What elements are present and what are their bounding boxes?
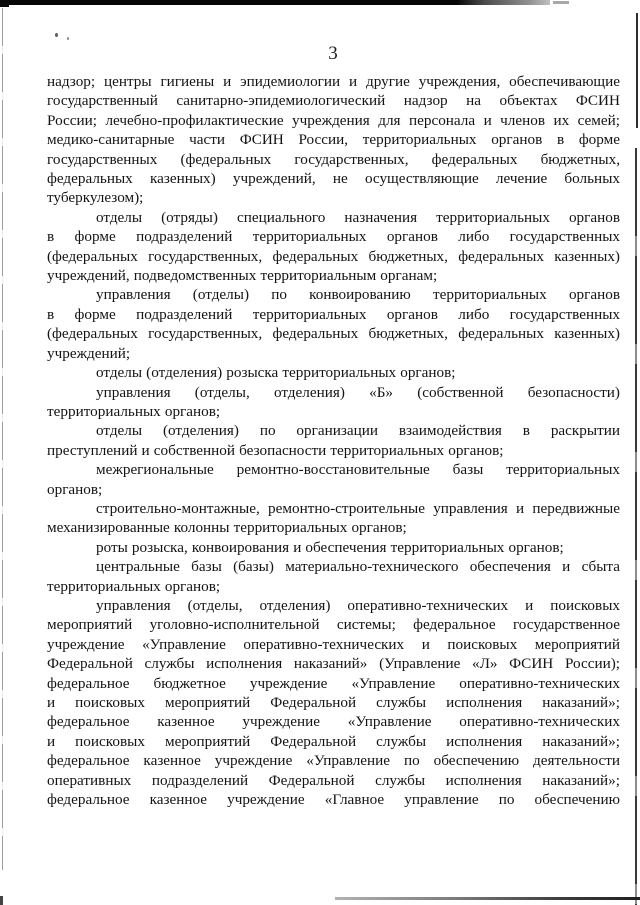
paragraph <box>47 557 620 596</box>
scan-artifact-speck <box>55 33 58 37</box>
text-line: органов; <box>47 480 103 498</box>
paragraph <box>47 285 620 363</box>
paragraph <box>47 538 620 557</box>
text-line: в форме подразделений территориальных органов либо государственных <box>47 228 620 246</box>
text-line: центральные базы (базы) материально-технического обеспечения и сбыта <box>96 558 620 576</box>
text-line: и поисковых мероприятий Федеральной службы исполнения наказаний»; <box>47 694 620 711</box>
text-line: механизированные колонны территориальных органов; <box>47 519 407 537</box>
text-line: учреждение «Управление оперативно-технических и поисковых мероприятий <box>47 635 620 653</box>
text-line: Федеральной службы исполнения наказаний» (Управление «Л» ФСИН России); <box>47 655 620 673</box>
text-line: территориальных органов; <box>47 577 221 595</box>
text-line: отделы (отделения) розыска территориальных органов; <box>96 364 456 382</box>
scan-artifact-bottom-line <box>335 897 640 900</box>
paragraph <box>47 72 620 208</box>
scan-artifact-left-edge-line <box>2 8 3 870</box>
scan-artifact-top-bar <box>0 0 550 5</box>
text-line: надзор; центры гигиены и эпидемиологии и другие учреждения, обеспечивающие <box>47 73 620 90</box>
text-line: федеральное казенное учреждение «Управление оперативно-технических <box>47 713 620 731</box>
text-line: роты розыска, конвоирования и обеспечения территориальных органов; <box>96 538 564 556</box>
text-line: отделы (отделения) по организации взаимодействия в раскрытии <box>96 422 620 440</box>
paragraph <box>47 421 620 460</box>
scan-artifact-right-edge-line <box>635 148 637 905</box>
text-line: межрегиональные ремонтно-восстановительные базы территориальных <box>96 461 620 479</box>
scan-artifact-bottom-left-mark <box>0 896 3 905</box>
text-line: федеральных казенных) учреждений, не осуществляющие лечение больных <box>47 170 620 188</box>
text-line: государственный санитарно-эпидемиологический надзор на объектах ФСИН <box>47 92 620 110</box>
text-line: управления (отделы, отделения) оперативно-технических и поисковых <box>96 596 620 614</box>
paragraph <box>47 499 620 538</box>
paragraph <box>47 460 620 499</box>
scan-artifact-speck <box>67 37 69 40</box>
text-line: оперативных подразделений Федеральной службы исполнения наказаний»; <box>47 771 620 789</box>
text-line: территориальных органов; <box>47 402 221 420</box>
text-line: управления (отделы) по конвоированию территориальных органов <box>96 286 620 304</box>
text-line: федеральное бюджетное учреждение «Управление оперативно-технических <box>47 674 620 692</box>
text-line: (федеральных государственных, федеральных бюджетных, федеральных казенных) <box>47 325 620 343</box>
text-line: учреждений; <box>47 344 131 362</box>
text-line: федеральное казенное учреждение «Управление по обеспечению деятельности <box>47 752 620 770</box>
text-line: управления (отделы, отделения) «Б» (собственной безопасности) <box>96 383 620 401</box>
text-line: учреждений, подведомственных территориальным органам; <box>47 267 438 285</box>
scan-artifact-right-edge-line-top <box>636 13 638 128</box>
text-line: государственных (федеральных государственных, федеральных бюджетных, <box>47 150 620 168</box>
text-line: туберкулезом); <box>47 189 144 207</box>
text-line: (федеральных государственных, федеральных бюджетных, федеральных казенных) <box>47 247 620 265</box>
text-line: мероприятий уголовно-исполнительной системы; федеральное государственное <box>47 616 620 634</box>
paragraph <box>47 363 620 382</box>
text-line: строительно-монтажные, ремонтно-строительные управления и передвижные <box>96 499 620 517</box>
text-line: в форме подразделений территориальных органов либо государственных <box>47 305 620 323</box>
text-line: отделы (отряды) специального назначения территориальных органов <box>96 208 620 226</box>
text-line: федеральное казенное учреждение «Главное управление по обеспечению <box>47 791 620 809</box>
text-line: преступлений и собственной безопасности территориальных органов; <box>47 441 504 459</box>
paragraph <box>47 208 620 286</box>
text-line: и поисковых мероприятий Федеральной службы исполнения наказаний»; <box>47 732 620 750</box>
page-number: 3 <box>328 43 338 64</box>
text-line: России; лечебно-профилактические учреждения для персонала и членов их семей; <box>47 111 620 129</box>
paragraph <box>47 383 620 422</box>
paragraph <box>47 596 620 809</box>
scan-artifact-top-left-corner <box>0 0 9 7</box>
scan-artifact-top-bar-tail <box>553 1 569 4</box>
text-line: медико-санитарные части ФСИН России, территориальных органов в форме <box>47 131 620 149</box>
document-body <box>47 72 620 809</box>
